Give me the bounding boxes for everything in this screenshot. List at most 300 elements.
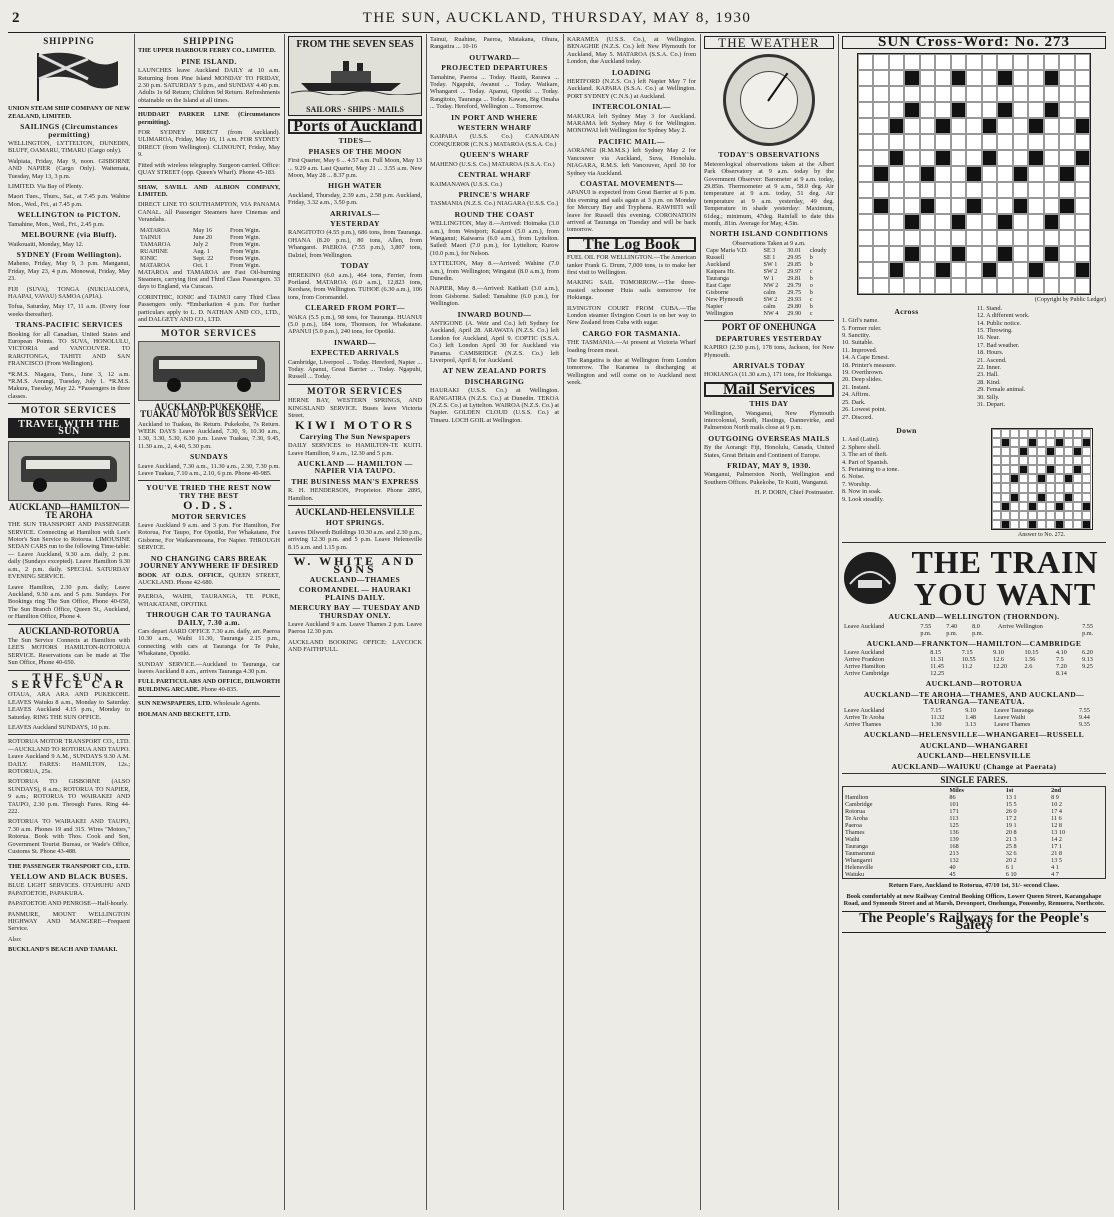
subheading: YELLOW AND BLACK BUSES.: [10, 871, 128, 881]
paragraph: Meteorological observations taken at the Albert Park Observatory at 9 a.m. today by the Government Observer: Barometer at 9 a.m. today, 29.85in. Thermometer at 9 a.m., 58.0 deg. Air temperature at 9 a.m. today, 51 deg. Air temperature at 9 a.m. yesterday, 49 deg. Temperature in shade yesterday: Maximum, 61deg.; minimum, 47deg. Rainfall to date this month, .81in. Average for May, 4.5in.: [704, 160, 834, 228]
crossword-cell: [951, 166, 966, 182]
crossword-cell: [992, 511, 1001, 520]
station-bar: 29.90: [787, 310, 802, 318]
crossword-cell: [1019, 511, 1028, 520]
crossword-cell: [1055, 520, 1064, 529]
crossword-cell: [1037, 483, 1046, 492]
subheading: COROMANDEL — HAURAKI PLAINS DAILY.: [298, 585, 412, 602]
station-row: [704, 282, 834, 289]
subheading: WESTERN WHARF: [457, 123, 532, 133]
fare-first: 32 6: [1005, 850, 1017, 858]
return-fare: Return Fare, Auckland to Rotorua, 47/10 1st, 31/- second Class.: [888, 882, 1060, 890]
subheading: CARGO FOR TASMANIA.: [582, 328, 681, 338]
signature: H. P. DORN, Chief Postmaster.: [754, 489, 834, 497]
subheading: EXPECTED ARRIVALS: [310, 348, 400, 358]
fare-row: [843, 836, 1106, 843]
crossword-cell: [982, 230, 997, 246]
crossword-cell: [1064, 483, 1073, 492]
crossword-cell: [997, 166, 1012, 182]
crossword-cell: [1001, 456, 1010, 465]
fare-first: 6 1: [1005, 864, 1014, 872]
crossword-cell: [951, 262, 966, 278]
crossword-cell: [935, 198, 950, 214]
crossword-cell: [889, 262, 904, 278]
crossword-cell: [889, 198, 904, 214]
subheading: MELBOURNE (via Bluff).: [21, 230, 117, 240]
crossword-cell: [1075, 54, 1090, 70]
fare-second: 12 8: [1051, 822, 1062, 830]
crossword-cell: [1046, 456, 1055, 465]
clue: 23. Hall.: [977, 371, 999, 379]
station-wind: calm: [763, 289, 776, 297]
crossword-cell: [982, 214, 997, 230]
timetable: Leave Auckland 8.15 7.15 9.10 10.15 4.10 6.20 Arrive Frankton 11.31 10.55 12.6 1.56 7.5 9.13 Arrive Hamilton 11.45 11.2 12.20 2.6 7.20 9.25 Arrive Cambridge 12.25 8.14: [844, 649, 1093, 678]
crossword-cell: [1044, 54, 1059, 70]
crossword-cell: [1046, 438, 1055, 447]
subheading: DEPARTURES YESTERDAY: [715, 333, 823, 343]
crossword-cell: [904, 70, 919, 86]
crossword-cell: [951, 102, 966, 118]
crossword-cell: [935, 262, 950, 278]
crossword-cell: [1064, 493, 1073, 502]
ports-heading: Ports of Auckland: [288, 119, 422, 134]
station-weather: cloudy: [809, 247, 827, 255]
fare-dest: Hamilton: [845, 794, 869, 802]
station-weather: b: [809, 254, 813, 262]
fare-row: [843, 864, 1106, 871]
crossword-cell: [920, 214, 935, 230]
column-crossword-trains: [842, 36, 1106, 1210]
fare-first: 25 8: [1005, 843, 1017, 851]
crossword-cell: [920, 278, 935, 294]
crossword-cell: [1028, 520, 1037, 529]
fare-first: 21 3: [1005, 836, 1017, 844]
crossword-cell: [1044, 230, 1059, 246]
clue: 14. A Cape Ernest.: [842, 354, 890, 362]
station-name: Wellington: [706, 310, 734, 318]
paragraph: THE TASMANIA.—At present at Victoria Wharf loading frozen meat.: [567, 339, 696, 354]
crossword-cell: [966, 134, 981, 150]
crossword-cell: [1037, 474, 1046, 483]
crossword-cell: [951, 134, 966, 150]
crossword-cell: [1001, 438, 1010, 447]
crossword-cell: [1055, 502, 1064, 511]
fare-second: 11 6: [1051, 815, 1062, 823]
crossword-cell: [1028, 182, 1043, 198]
clue: 21. Instant.: [842, 383, 871, 391]
crossword-cell: [1013, 54, 1028, 70]
crossword-cell: [997, 86, 1012, 102]
crossword-cell: [873, 54, 888, 70]
crossword-cell: [1001, 465, 1010, 474]
clue: 5. Former ruler.: [842, 324, 882, 332]
subheading: WELLINGTON to PICTON.: [17, 210, 121, 220]
fare-second: 14 2: [1051, 836, 1062, 844]
clue: 2. Sphere shell.: [842, 443, 881, 451]
subheading: AT NEW ZEALAND PORTS: [442, 366, 547, 376]
station-row: [704, 310, 834, 317]
clue: 8. Now in soak.: [842, 488, 882, 496]
fare-second: 13 5: [1051, 857, 1062, 865]
crossword-cell: [1019, 447, 1028, 456]
banner-subtitle: SAILORS · SHIPS · MAILS: [306, 104, 404, 114]
crossword-cell: [1028, 166, 1043, 182]
clue: 18. Hours.: [977, 349, 1004, 357]
crossword-cell: [1055, 493, 1064, 502]
crossword-cell: [997, 182, 1012, 198]
paragraph: BOOK AT O.D.S. OFFICE,: [138, 571, 224, 579]
crossword-cell: [1075, 134, 1090, 150]
clue: 1. And (Latin).: [842, 436, 880, 444]
travel-banner: TRAVEL WITH THE SUN: [8, 418, 130, 439]
white-heading: W. WHITE AND SONS: [293, 554, 417, 576]
crossword-cell: [873, 230, 888, 246]
crossword-cell: [889, 134, 904, 150]
crossword-cell: [904, 86, 919, 102]
clue: 19. Overthrown.: [842, 369, 884, 377]
paragraph: DIRECT LINE TO SOUTHAMPTON, VIA PANAMA CANAL. All Passenger Steamers have Cinemas and Verandahs.: [138, 201, 280, 224]
crossword-cell: [1028, 511, 1037, 520]
crossword-cell: [1001, 429, 1010, 438]
column-rule: [700, 34, 701, 1210]
crossword-cell: [1001, 511, 1010, 520]
crossword-cell: [889, 54, 904, 70]
crossword-cell: [1064, 447, 1073, 456]
route-heading: AUCKLAND-HELENSVILLE: [295, 507, 415, 518]
crossword-cell: [858, 198, 873, 214]
station-bar: 29.81: [787, 275, 802, 283]
fare-miles: 139: [949, 836, 959, 844]
paragraph: Wellington, Wanganui, New Plymouth intercolonial, South, Hastings, Dannevirke, and Palmerston North mails close at 9 p.m.: [704, 409, 834, 432]
crossword-cell: [1044, 118, 1059, 134]
crossword-cell: [904, 166, 919, 182]
crossword-cell: [951, 278, 966, 294]
crossword-cell: [1073, 520, 1082, 529]
fare-second: 17 1: [1051, 843, 1062, 851]
crossword-cell: [858, 86, 873, 102]
fare-row: [843, 815, 1106, 822]
crossword-cell: [1010, 502, 1019, 511]
crossword-cell: [920, 166, 935, 182]
crossword-cell: [935, 166, 950, 182]
route-heading: AUCKLAND—HAMILTON— TE AROHA: [8, 502, 129, 520]
subheading: PHASES OF THE MOON: [308, 146, 402, 156]
crossword-cell: [1082, 447, 1091, 456]
masthead: [8, 8, 1106, 33]
subheading: AUCKLAND—THAMES: [309, 574, 401, 584]
column-ports-2: Tainui, Ruahine, Paeroa, Matakana, Ohura, Rangatira ... 10-16 OUTWARD— PROJECTED DEPARTURES Tamahine, Paeroa ... Today. Hauiti, Rarawa ... Today. Ngapuhi, Awanui ... Today. Waikare, Whangarei ... Today. Apanui, Opotiki ... Today. Rangitoto, Tauranga ... Today. Kawau, Big Omaha ... Today. Hereford, Wellington ... Tomorrow. IN PORT AND WHERE WESTERN WHARF KAIPARA (U.S.S. Co.) CANADIAN CONQUEROR (C.N.S.) MATAROA (S.S.A. Co.) QUEEN'S WHARF MAHENO (U.S.S. Co.) MATAROA (S.S.A. Co.) CENTRAL WHARF KAIMANAWA (U.S.S. Co.) PRINCE'S WHARF TASMANIA (N.Z.S. Co.) NIAGARA (U.S.S. Co.) ROUND THE COAST WELLINGTON, May 8.—Arrived: Hoimaka (3.0 a.m.), from Westport; Kaiapoi (5.0 a.m.), from Wanganui; Kaiwarra (6.0 a.m.), from Lyttelton. Sailed: Maori (7.0 p.m.), for Lyttelton; Kurow (10.0 p.m.), for Nelson. LYTTELTON, May 8.—Arrived: Wahine (7.0 a.m.), from Wellington; Wingatui (8.0 a.m.), from Dunedin. NAPIER, May 8.—Arrived: Katikati (3.0 a.m.), from Gisborne. Sailed: Tamahine (6.0 p.m.), for Wellington. INWARD BOUND— ANTIGONE (A. Weir and Co.) left Sydney for Auckland, April 28. ARAWATA (N.Z.S. Co.) left London for Auckland, April 9. COPTIC (S.S.A. Co.) left London April 30 for Auckland via Panama. CAMBRIDGE (N.Z.S. Co.) left Liverpool, April 8, for Auckland. AT NEW ZEALAND PORTS DISCHARGING HAURAKI (U.S.S. Co.) at Wellington. RANGATIRA (N.Z.S. Co.) at Dunedin. TEKOA (N.Z.S. Co.) at Lyttelton. WAIROA (N.Z.S. Co.) at Napier. GOLDEN CLOUD (U.S.S. Co.) at Timaru. LOCH GOIL at Wellington.: [430, 36, 559, 424]
crossword-cell: [1046, 520, 1055, 529]
crossword-cell: [1055, 465, 1064, 474]
fare-miles: 113: [949, 815, 959, 823]
crossword-cell: [1010, 438, 1019, 447]
station-weather: b: [809, 275, 813, 283]
subheading: AUCKLAND—TE AROHA—THAMES, AND AUCKLAND—TAURANGA—TANEATUA.: [863, 689, 1085, 706]
crossword-cell: [997, 134, 1012, 150]
fare-second: 8 9: [1051, 794, 1059, 802]
crossword-cell: [1013, 118, 1028, 134]
crossword-cell: [966, 54, 981, 70]
station-weather: b: [809, 289, 813, 297]
paragraph: BUCKLAND'S BEACH AND TAMAKI.: [8, 946, 118, 954]
station-wind: NW 4: [763, 310, 779, 318]
crossword-heading: SUN Cross-Word: No. 273: [842, 36, 1106, 49]
crossword-cell: [1044, 278, 1059, 294]
crossword-cell: [1073, 511, 1082, 520]
crossword-cell: [951, 70, 966, 86]
crossword-cell: [1013, 246, 1028, 262]
paragraph: LAUNCHES leave Auckland DAILY at 10 a.m. Returning from Pine Island MONDAY TO FRIDAY, 2.30 p.m. SATURDAY 5 p.m., and SUNDAY 4.40 p.m. Adults 1s 6d Return; Children 9d Return. Refreshments obtainable on the Island at all times.: [138, 67, 280, 104]
clue: 29. Female animal.: [977, 386, 1026, 394]
crossword-cell: [1013, 150, 1028, 166]
clue: 7. Worship.: [842, 480, 871, 488]
column-rule: [284, 34, 285, 1210]
paragraph: R. H. HENDERSON, Proprietor. Phone 2895, Hamilton.: [288, 487, 422, 502]
crossword-cell: [858, 230, 873, 246]
train-headline: THE TRAIN YOU WANT: [911, 544, 1099, 613]
route: FIJI (SUVA), TONGA (NUKUALOFA, HAAPAI, VAVAU) SAMOA (APIA).: [8, 285, 130, 300]
station-weather: b: [809, 303, 813, 311]
crossword-cell: [1075, 198, 1090, 214]
crossword-cell: [1028, 198, 1043, 214]
crossword-cell: [1010, 456, 1019, 465]
crossword-cell: [1082, 429, 1091, 438]
subheading: AUCKLAND—HELENSVILLE: [917, 751, 1031, 761]
crossword-cell: [1010, 520, 1019, 529]
paragraph: ROTORUA MOTOR TRANSPORT CO., LTD.—AUCKLAND TO ROTORUA AND TAUPO. Leave Auckland 9 A.M., SUNDAYS 9.30 A.M. DAILY. FARES: HAMILTON, 12s.; ROTORUA, 25s.: [8, 738, 130, 776]
crossword-cell: [1013, 214, 1028, 230]
crossword-cell: [1064, 474, 1073, 483]
crossword-cell: [904, 214, 919, 230]
fare-first: 20 2: [1005, 857, 1017, 865]
crossword-cell: [1044, 102, 1059, 118]
crossword-cell: [1044, 150, 1059, 166]
fare-dest: Cambridge: [845, 801, 873, 809]
crossword-cell: [951, 230, 966, 246]
crossword-cell: [889, 246, 904, 262]
crossword-cell: [889, 278, 904, 294]
timetable: Leave Auckland 7.55 7.40 8.0 Arrive Wellington 7.55 p.m. p.m. p.m. p.m.: [844, 622, 1094, 637]
crossword-cell: [935, 246, 950, 262]
fare-row: [843, 801, 1106, 808]
sailings-table: MATAROA May 16 From Wgtn. TAINUI June 20 From Wgtn. TAMAROA July 2 From Wgtn. RUAHINE Aug. 1 From Wgtn. IONIC Sept. 22 From Wgtn. MATAROA Oct. 1 From Wgtn.: [140, 226, 261, 269]
crossword-cell: [1001, 483, 1010, 492]
station-name: Napier: [706, 303, 723, 311]
crossword-cell: [1059, 230, 1074, 246]
crossword-cell: [1055, 511, 1064, 520]
crossword-cell: [951, 54, 966, 70]
crossword-cell: [1082, 483, 1091, 492]
fare-dest: Te Aroha: [845, 815, 868, 823]
crossword-cell: [873, 102, 888, 118]
crossword-cell: [982, 262, 997, 278]
row-label: Leave Auckland: [844, 622, 885, 630]
station-name: Cape Maria V.D.: [706, 247, 748, 255]
caption: Observations Taken at 9 a.m.: [732, 239, 806, 247]
paragraph: MATAROA and TAMAROA are Fast Oil-burning Steamers, carrying first and Third Class Passengers. 33 days to England, via Curacao.: [138, 268, 280, 291]
crossword-cell: [920, 102, 935, 118]
masthead-title: THE SUN, AUCKLAND, THURSDAY, MAY 8, 1930: [362, 10, 752, 26]
crossword-cell: [1010, 511, 1019, 520]
station-bar: 29.95: [787, 254, 802, 262]
crossword-cell: [935, 86, 950, 102]
crossword-cell: [997, 102, 1012, 118]
crossword-cell: [935, 54, 950, 70]
company-name: HUDDART PARKER LINE (Circumstances permitting).: [138, 111, 280, 126]
weather-heading: THE WEATHER: [704, 36, 834, 49]
station-name: Tauranga: [706, 275, 729, 283]
crossword-cell: [982, 54, 997, 70]
crossword-cell: [1059, 182, 1074, 198]
subheading: COASTAL MOVEMENTS—: [579, 178, 684, 188]
crossword-cell: [889, 230, 904, 246]
crossword-cell: [873, 86, 888, 102]
crossword-cell: [1010, 483, 1019, 492]
crossword-cell: [873, 70, 888, 86]
crossword-cell: [1028, 54, 1043, 70]
subheading: Down: [896, 425, 917, 435]
crossword-cell: [904, 118, 919, 134]
crossword-cell: [966, 246, 981, 262]
crossword-cell: [1064, 456, 1073, 465]
crossword-cell: [873, 150, 888, 166]
fare-miles: 86: [949, 794, 956, 802]
fare-row: [843, 822, 1106, 829]
route-heading: AUCKLAND-ROTORUA: [18, 625, 120, 636]
company-name: THE UPPER HARBOUR FERRY CO., LIMITED.: [138, 47, 276, 55]
crossword-cell: [1075, 102, 1090, 118]
crossword-cell: [1010, 474, 1019, 483]
subheading: Across: [894, 306, 919, 316]
crossword-cell: [873, 278, 888, 294]
station-name: Gisborne: [706, 289, 729, 297]
crossword-cell: [997, 230, 1012, 246]
station-row: [704, 296, 834, 303]
clue: 20. Deep slides.: [842, 376, 883, 384]
fare-first: 15 5: [1005, 801, 1017, 809]
crossword-cell: [1044, 214, 1059, 230]
crossword-cell: [1028, 278, 1043, 294]
fare-dest: Rotorua: [845, 808, 865, 816]
fare-miles: 45: [949, 871, 956, 879]
crossword-cell: [966, 150, 981, 166]
crossword-cell: [997, 278, 1012, 294]
crossword-cell: [858, 54, 873, 70]
crossword-cell: [873, 134, 888, 150]
station-bar: 29.80: [787, 303, 802, 311]
fare-row: [843, 808, 1106, 815]
station-row: [704, 303, 834, 310]
crossword-cell: [1075, 214, 1090, 230]
station-row: [704, 254, 834, 261]
subheading: SUNDAYS: [190, 452, 228, 462]
crossword-cell: [1028, 262, 1043, 278]
station-wind: NW 2: [763, 282, 779, 290]
crossword-cell: [1075, 246, 1090, 262]
crossword-cell: [966, 118, 981, 134]
caption: Answer to No. 272.: [1017, 531, 1066, 538]
column-weather: THE WEATHER TODAY'S OBSERVATIONS Meteorological observations taken at the Albert Park Observatory at 9 a.m. today by the Government Observer: Barometer at 9 a.m. today, 29.85in. Thermometer at 9 a.m., 58.0 deg. Air temperature at 9 a.m. today, 51 deg. Air temperature at 9 a.m. yesterday, 49 deg. Temperature in shade yesterday: Maximum, 61deg.; minimum, 47deg. Rainfall to date this month, .81in. Average for May, 4.5in. NORTH ISLAND CONDITIONS Observations Taken at 9 a.m. Cape Maria V.D. SE 3 30.01 cloudy Russell SE 1 29.95 b Auckland SW 1 29.85 b Kaipara Hr. SW 2 29.97 c Tauranga W 1 29.81 b East Cape NW 2 29.79 o Gisborne calm 29.75 b New Plymouth SW 2 29.93 c Napier calm 29.80 b Wellington NW 4 29.90 c PORT OF ONEHUNGA DEPARTURES YESTERDAY KAPIRO (2.30 p.m.), 178 tons, Jackson, for New Plymouth. ARRIVALS TODAY HOKIANGA (11.30 a.m.), 171 tons, for Hokianga. Mail Services THIS DAY Wellington, Wanganui, New Plymouth intercolonial, South, Hastings, Dannevirke, and Palmerston North mails close at 9 p.m. OUTGOING OVERSEAS MAILS By the Aorangi: Fiji, Honolulu, Canada, United States, Great Britain and Continent of Europe. FRIDAY, MAY 9, 1930. Wanganui, Palmerston North, Wellington and Southern Offices. Pukekohe, Te Kuiti, Wanganui. H. P. DORN, Chief Postmaster.: [704, 36, 834, 497]
crossword-cell: [1073, 429, 1082, 438]
fare-first: 17 2: [1005, 815, 1017, 823]
clue: 21. Ascend.: [977, 356, 1007, 364]
fare-dest: Helensville: [845, 864, 874, 872]
clue: 9. Look steadily.: [842, 495, 884, 503]
crossword-cell: [982, 150, 997, 166]
station-row: [704, 247, 834, 254]
clue: 27. Discord.: [842, 413, 873, 421]
crossword-cell: [1082, 438, 1091, 447]
clue: 15. Throwing.: [977, 327, 1013, 335]
crossword-cell: [889, 166, 904, 182]
crossword-cell: [1028, 447, 1037, 456]
crossword-cell: [966, 166, 981, 182]
paragraph: FULL PARTICULARS AND OFFICE, DILWORTH BUILDING ARCADE.: [138, 678, 280, 693]
crossword-cell: [1059, 54, 1074, 70]
crossword-cell: [873, 262, 888, 278]
station-weather: c: [809, 296, 813, 304]
subheading: TIDES—: [338, 136, 372, 146]
column-rule: [134, 34, 135, 1210]
crossword-cell: [920, 182, 935, 198]
station-bar: 29.75: [787, 289, 802, 297]
fare-dest: Tauranga: [845, 843, 868, 851]
fare-dest: Thames: [845, 829, 865, 837]
crossword-cell: [1055, 447, 1064, 456]
crossword-cell: [1010, 447, 1019, 456]
timetable: Leave Auckland 7.15 9.10 Leave Tauranga 7.55 Arrive Te Aroha 11.32 1.48 Leave Waihi 9.44 Arrive Thames 1.30 3.13 Leave Thames 9.35: [844, 707, 1090, 729]
crossword-cell: [997, 118, 1012, 134]
crossword-cell: [951, 198, 966, 214]
crossword-cell: [951, 150, 966, 166]
crossword-cell: [1037, 520, 1046, 529]
crossword-cell: [1073, 493, 1082, 502]
fare-dest: Paeroa: [845, 822, 862, 830]
crossword-cell: [935, 230, 950, 246]
fare-first: 20 8: [1005, 829, 1017, 837]
fare-row: [843, 829, 1106, 836]
crossword-cell: [904, 182, 919, 198]
station-wind: SW 2: [763, 296, 778, 304]
crossword-cell: [889, 214, 904, 230]
crossword-cell: [873, 198, 888, 214]
crossword-cell: [992, 493, 1001, 502]
subheading: AUCKLAND—ROTORUA: [925, 679, 1023, 689]
fare-miles: 168: [949, 843, 959, 851]
paragraph: SUNDAY SERVICE.—Auckland to Tauranga, car leaves Auckland 8 a.m., arrives Tauranga 4.30 p.m.: [138, 660, 280, 675]
crossword-cell: [889, 182, 904, 198]
paragraph: HERNE BAY, WESTERN SPRINGS, AND KINGSLAND SERVICE. Buses leave Victoria Street.: [288, 397, 422, 419]
crossword-cell: [858, 70, 873, 86]
paragraph: THE SUN TRANSPORT AND PASSENGER SERVICE. Connecting at Hamilton with Lee's Motor's Sun Service to Rotorua. LIMOUSINE SEDAN CARS run to the following Time-table:— Leave Auckland, 9.30 a.m. daily, 2 p.m. daily (Sundays excepted). Leave Hamilton 9.30 a.m., 2 p.m. daily. SPECIAL SATURDAY EVENING SERVICE.: [8, 521, 130, 581]
column-rule: [563, 34, 564, 1210]
paragraph: MAKING SAIL TOMORROW.—The three-masted schooner Huia sails tomorrow for Hokianga.: [567, 279, 696, 302]
station-name: Auckland: [706, 261, 731, 269]
crossword-cell: [1059, 150, 1074, 166]
crossword-cell: [1046, 447, 1055, 456]
section-header: MOTOR SERVICES: [161, 328, 257, 339]
station-wind: W 1: [763, 275, 774, 283]
paragraph: WELLINGTON, May 8.—Arrived: Hoimaka (3.0 a.m.), from Westport; Kaiapoi (5.0 a.m.), from Wanganui; Kaiwarra (6.0 a.m.), from Lyttelton. Sailed: Maori (7.0 p.m.), for Lyttelton; Kurow (10.0 p.m.), for Nelson.: [430, 220, 559, 257]
subheading: INWARD BOUND—: [457, 309, 532, 319]
crossword-cell: [982, 182, 997, 198]
crossword-cell: [935, 118, 950, 134]
fare-second: 10 2: [1051, 801, 1062, 809]
crossword-cell: [1059, 166, 1074, 182]
paragraph: FOR SYDNEY DIRECT (from Auckland). ULIMAROA, Friday, May 16, 11 a.m. FOR SYDNEY DIRECT (from Wellington). CLINOUNT, Friday, May 9.: [138, 129, 280, 159]
subheading: INWARD—: [333, 337, 377, 347]
crossword-cell: [1013, 182, 1028, 198]
